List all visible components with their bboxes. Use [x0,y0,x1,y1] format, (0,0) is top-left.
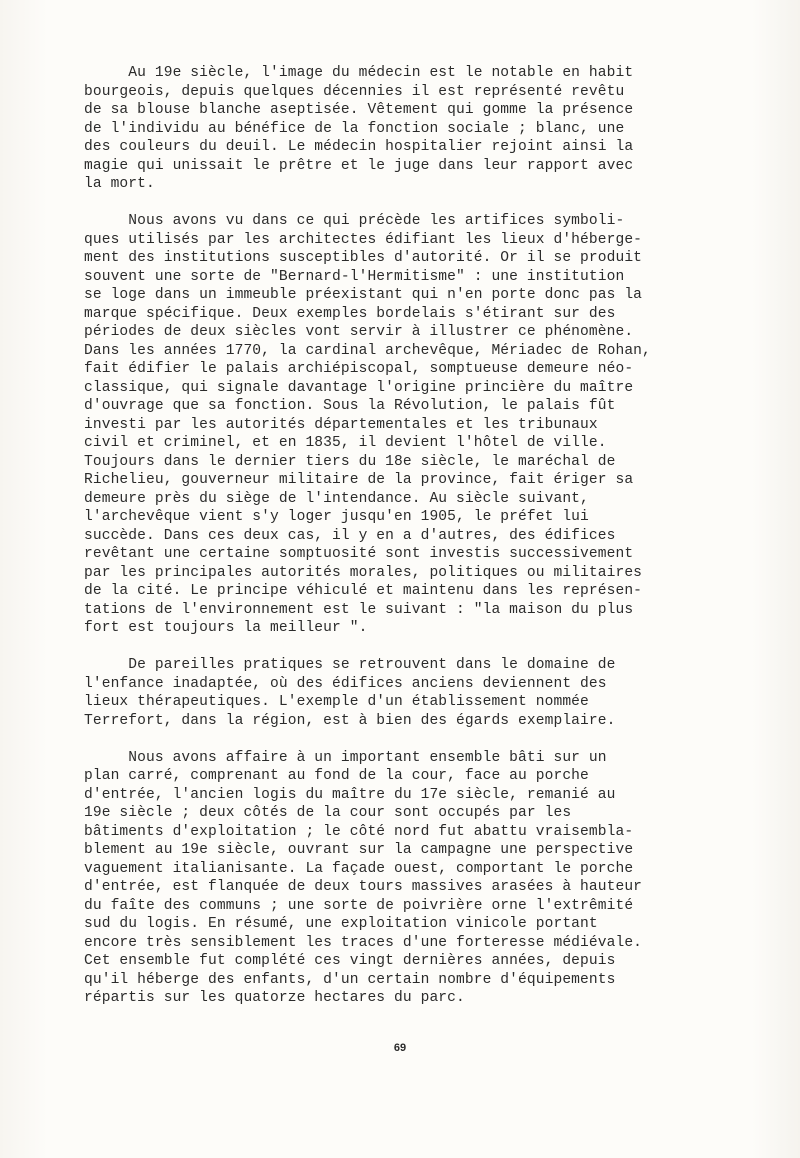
text-line: bourgeois, depuis quelques décennies il est représenté revêtu [84,83,625,100]
text-line: de l'individu au bénéfice de la fonction sociale ; blanc, une [84,120,625,137]
text-line: lieux thérapeutiques. L'exemple d'un établissement nommée [84,694,589,710]
text-line: vaguement italianisante. La façade ouest, comportant le porche [84,860,634,877]
text-line: 19e siècle ; deux côtés de la cour sont occupés par les [84,805,572,821]
text-line: fait édifier le palais archiépiscopal, somptueuse demeure néo- [84,361,634,377]
text-line: Nous avons affaire à un important ensemble bâti sur un [84,749,607,766]
text-line: souvent une sorte de "Bernard-l'Hermitisme" : une institution [84,268,625,285]
text-line: l'archevêque vient s'y loger jusqu'en 1905, le préfet lui [84,509,589,525]
text-line: blement au 19e siècle, ouvrant sur la campagne une perspective [84,842,634,858]
text-line: des couleurs du deuil. Le médecin hospitalier rejoint ainsi la [84,139,634,155]
body-text [84,64,651,1026]
text-line: par les principales autorités morales, politiques ou militaires [84,564,643,581]
text-line: Cet ensemble fut complété ces vingt dernières années, depuis [84,953,616,969]
text-line: civil et criminel, et en 1835, il devient l'hôtel de ville. [84,435,607,451]
text-line: d'entrée, est flanquée de deux tours massives arasées à hauteur [84,879,643,895]
text-line: Terrefort, dans la région, est à bien des égards exemplaire. [84,712,616,729]
text-line: Au 19e siècle, l'image du médecin est le notable en habit [84,65,634,81]
text-line: l'enfance inadaptée, où des édifices anciens deviennent des [84,675,607,692]
text-line: ment des institutions susceptibles d'autorité. Or il se produit [84,250,643,266]
paragraph [84,656,644,730]
text-line: fort est toujours la meilleur ". [84,620,368,636]
text-line: du faîte des communs ; une sorte de poivrière orne l'extrêmité [84,897,634,914]
paragraph [84,64,644,194]
text-line: ques utilisés par les architectes édifiant les lieux d'héberge- [84,231,643,248]
text-line: Richelieu, gouverneur militaire de la province, fait ériger sa [84,472,634,488]
text-line: bâtiments d'exploitation ; le côté nord fut abattu vraisembla- [84,823,634,840]
text-line: investi par les autorités départementales et les tribunaux [84,416,598,433]
text-line: marque spécifique. Deux exemples bordelais s'étirant sur des [84,305,616,322]
text-line: répartis sur les quatorze hectares du parc. [84,990,465,1006]
text-line: sud du logis. En résumé, une exploitation vinicole portant [84,916,598,932]
text-line: De pareilles pratiques se retrouvent dans le domaine de [84,657,616,673]
text-line: Nous avons vu dans ce qui précède les artifices symboli- [84,213,625,229]
text-line: de sa blouse blanche aseptisée. Vêtement qui gomme la présence [84,102,634,118]
text-line: d'entrée, l'ancien logis du maître du 17e siècle, remanié au [84,786,616,803]
text-line: Toujours dans le dernier tiers du 18e siècle, le maréchal de [84,453,616,470]
text-line: se loge dans un immeuble préexistant qui n'en porte donc pas la [84,287,643,303]
page-number: 69 [393,1042,407,1054]
text-line: succède. Dans ces deux cas, il y en a d'autres, des édifices [84,527,616,544]
text-line: qu'il héberge des enfants, d'un certain nombre d'équipements [84,971,616,988]
text-line: revêtant une certaine somptuosité sont investis successivement [84,546,634,562]
text-line: demeure près du siège de l'intendance. Au siècle suivant, [84,490,589,507]
text-line: magie qui unissait le prêtre et le juge dans leur rapport avec [84,157,634,174]
text-line: tations de l'environnement est le suivant : "la maison du plus [84,601,634,618]
text-line: classique, qui signale davantage l'origine princière du maître [84,379,634,396]
text-line: de la cité. Le principe véhiculé et maintenu dans les représen- [84,583,643,599]
text-line: encore très sensiblement les traces d'une forteresse médiévale. [84,934,643,951]
text-line: d'ouvrage que sa fonction. Sous la Révolution, le palais fût [84,398,616,414]
text-line: plan carré, comprenant au fond de la cour, face au porche [84,768,589,784]
paragraph [84,749,644,1008]
text-line: périodes de deux siècles vont servir à illustrer ce phénomène. [84,324,634,340]
paragraph [84,212,651,638]
text-line: Dans les années 1770, la cardinal archevêque, Mériadec de Rohan, [84,342,651,359]
text-line: la mort. [84,176,155,192]
